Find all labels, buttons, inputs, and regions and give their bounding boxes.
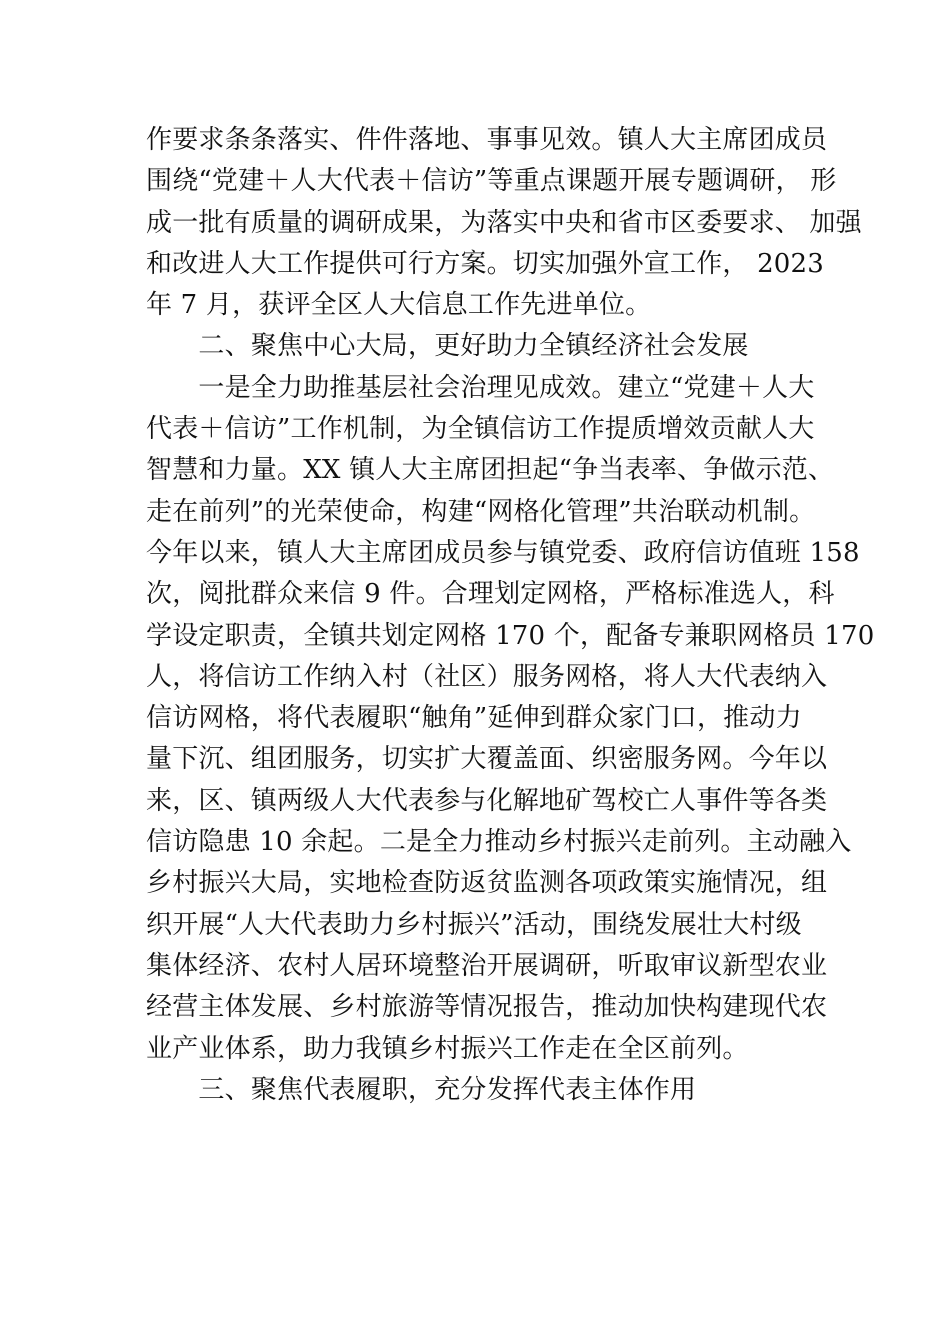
- text-line: 乡村振兴大局，实地检查防返贫监测各项政策实施情况，组: [146, 868, 828, 899]
- section-heading-2: 二、聚焦中心大局，更好助力全镇经济社会发展: [146, 331, 749, 362]
- text-line: 人，将信访工作纳入村（社区）服务网格，将人大代表纳入: [146, 661, 828, 692]
- text-line: 集体经济、农村人居环境整治开展调研，听取审议新型农业: [146, 950, 828, 981]
- text-line: 和改进人大工作提供可行方案。切实加强外宣工作， 2023: [146, 248, 825, 279]
- text-line: 作要求条条落实、件件落地、事事见效。镇人大主席团成员: [146, 125, 828, 155]
- text-line: 围绕“党建＋人大代表＋信访”等重点课题开展专题调研， 形: [146, 166, 837, 197]
- text-line: 业产业体系，助力我镇乡村振兴工作走在全区前列。: [146, 1033, 749, 1064]
- text-line: 一是全力助推基层社会治理见成效。建立“党建＋人大: [146, 372, 815, 403]
- text-line: 智慧和力量。XX 镇人大主席团担起“争当表率、争做示范、: [146, 455, 835, 486]
- section-heading-3: 三、聚焦代表履职，充分发挥代表主体作用: [146, 1074, 697, 1105]
- text-line: 今年以来，镇人大主席团成员参与镇党委、政府信访值班 158: [146, 537, 860, 568]
- text-line: 次，阅批群众来信 9 件。合理划定网格，严格标准选人，科: [146, 579, 835, 610]
- text-line: 量下沉、组团服务，切实扩大覆盖面、织密服务网。今年以: [146, 744, 828, 775]
- text-line: 代表＋信访”工作机制，为全镇信访工作提质增效贡献人大: [146, 414, 815, 445]
- body-text: [146, 120, 875, 1111]
- text-line: 年 7 月，获评全区人大信息工作先进单位。: [146, 290, 652, 321]
- text-line: 走在前列”的光荣使命，构建“网格化管理”共治联动机制。: [146, 496, 816, 527]
- text-line: 学设定职责，全镇共划定网格 170 个，配备专兼职网格员 170: [146, 620, 875, 651]
- text-line: 织开展“人大代表助力乡村振兴”活动，围绕发展壮大村级: [146, 909, 802, 940]
- text-line: 成一批有质量的调研成果，为落实中央和省市区委要求、 加强: [146, 207, 862, 238]
- text-line: 信访网格，将代表履职“触角”延伸到群众家门口，推动力: [146, 703, 802, 734]
- text-line: 经营主体发展、乡村旅游等情况报告，推动加快构建现代农: [146, 992, 828, 1023]
- text-line: 信访隐患 10 余起。二是全力推动乡村振兴走前列。主动融入: [146, 827, 852, 858]
- text-line: 来，区、镇两级人大代表参与化解地矿驾校亡人事件等各类: [146, 785, 828, 816]
